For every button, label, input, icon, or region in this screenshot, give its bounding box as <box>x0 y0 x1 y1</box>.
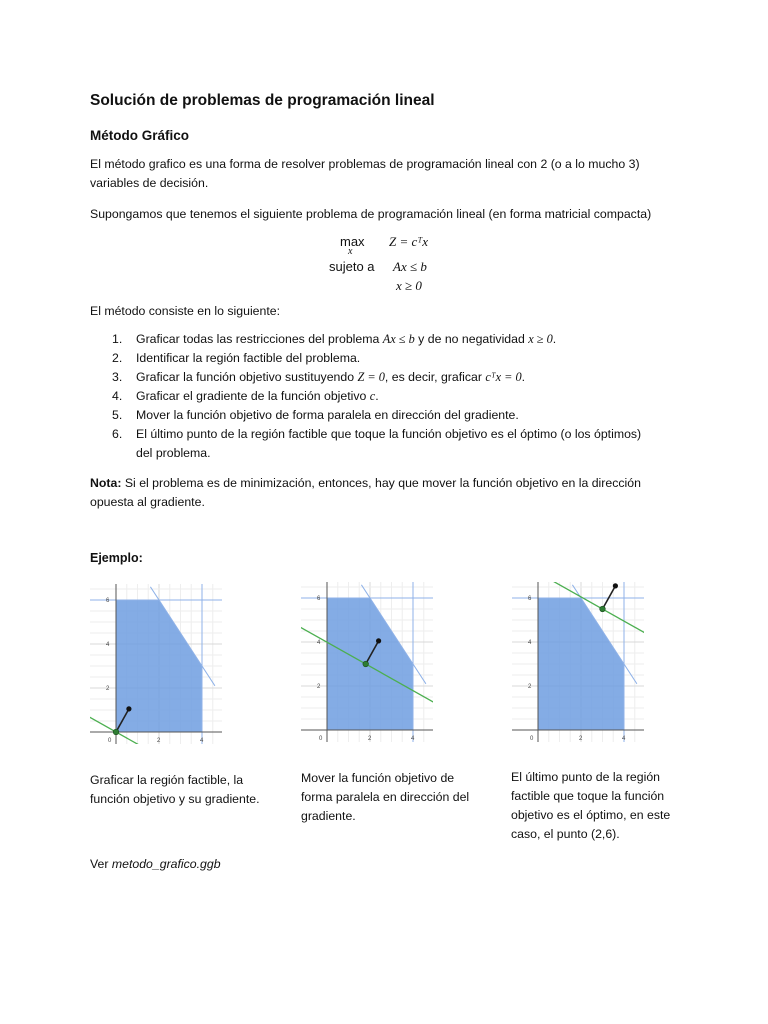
gradient-tip <box>126 706 131 711</box>
x-tick-label: 2 <box>368 736 372 742</box>
lp-formula <box>90 234 690 298</box>
feasible-region <box>538 598 624 730</box>
suppose-paragraph: Supongamos que tenemos el siguiente problema de programación lineal (en forma matricial compacta) <box>90 207 652 221</box>
graph-moved <box>301 582 433 742</box>
list-item: 2. Identificar la región factible del problema. <box>112 351 361 365</box>
y-tick-label: 4 <box>106 642 110 648</box>
max-label: max <box>340 234 365 249</box>
x-tick-label: 4 <box>200 738 204 744</box>
y-tick-label: 6 <box>106 598 110 604</box>
y-tick-label: 4 <box>317 640 321 646</box>
note-paragraph <box>90 474 670 512</box>
max-subscript: x <box>348 246 353 257</box>
y-tick-label: 6 <box>317 596 321 602</box>
method-intro: El método consiste en lo siguiente: <box>90 304 281 318</box>
section-title: Método Gráfico <box>90 128 190 143</box>
note-text: Si el problema es de minimización, entonces, hay que mover la función objetivo en la dirección opuesta al gradiente. <box>90 476 641 509</box>
list-item: 3. Graficar la función objetivo sustituyendo Z = 0, es decir, graficar cᵀx = 0. <box>112 370 526 384</box>
y-tick-label: 2 <box>528 684 532 690</box>
x-tick-label: 0 <box>319 736 323 742</box>
x-tick-label: 2 <box>579 736 583 742</box>
feasible-region <box>327 598 413 730</box>
objective-point <box>363 661 369 667</box>
constraint-expression: Ax ≤ b <box>393 259 427 274</box>
y-tick-label: 2 <box>106 686 110 692</box>
objective-point <box>113 729 119 735</box>
gradient-tip <box>376 638 381 643</box>
intro-paragraph: El método grafico es una forma de resolver problemas de programación lineal con 2 (o a lo mucho 3) variables de decisión. <box>90 157 640 190</box>
objective-point <box>600 606 606 612</box>
y-tick-label: 4 <box>528 640 532 646</box>
ggb-file-link[interactable]: metodo_grafico.ggb <box>111 857 221 871</box>
example-label: Ejemplo: <box>90 551 143 565</box>
feasible-region <box>116 600 202 732</box>
steps-list <box>90 330 650 463</box>
list-item: 1. Graficar todas las restricciones del problema Ax ≤ b y de no negatividad x ≥ 0. <box>112 332 557 346</box>
list-item: 4. Graficar el gradiente de la función objetivo c. <box>112 389 379 403</box>
subject-to-label: sujeto a <box>329 259 375 274</box>
y-tick-label: 2 <box>317 684 321 690</box>
graph-caption-1: Graficar la región factible, la función objetivo y su gradiente. <box>90 773 260 806</box>
graph-optimum <box>512 582 644 742</box>
x-tick-label: 2 <box>157 738 161 744</box>
page-title: Solución de problemas de programación lineal <box>90 92 435 109</box>
list-item: 6. El último punto de la región factible que toque la función objetivo es el óptimo (o los óptimos) del problema. <box>112 427 642 460</box>
x-tick-label: 0 <box>530 736 534 742</box>
x-tick-label: 4 <box>622 736 626 742</box>
x-tick-label: 4 <box>411 736 415 742</box>
gradient-tip <box>613 583 618 588</box>
graph-initial <box>90 584 222 744</box>
nonnegativity-expression: x ≥ 0 <box>396 278 422 293</box>
y-tick-label: 6 <box>528 596 532 602</box>
x-tick-label: 0 <box>108 738 112 744</box>
list-item: 5. Mover la función objetivo de forma paralela en dirección del gradiente. <box>112 408 519 422</box>
graph-caption-2: Mover la función objetivo de forma paralela en dirección del gradiente. <box>301 771 470 823</box>
note-label: Nota: <box>90 476 122 490</box>
graph-caption-3: El último punto de la región factible que toque la función objetivo es el óptimo, en este caso, el punto (2,6). <box>511 770 671 841</box>
objective-expression: Z = cᵀx <box>389 234 429 249</box>
see-also: Ver metodo_grafico.ggb <box>90 857 221 871</box>
